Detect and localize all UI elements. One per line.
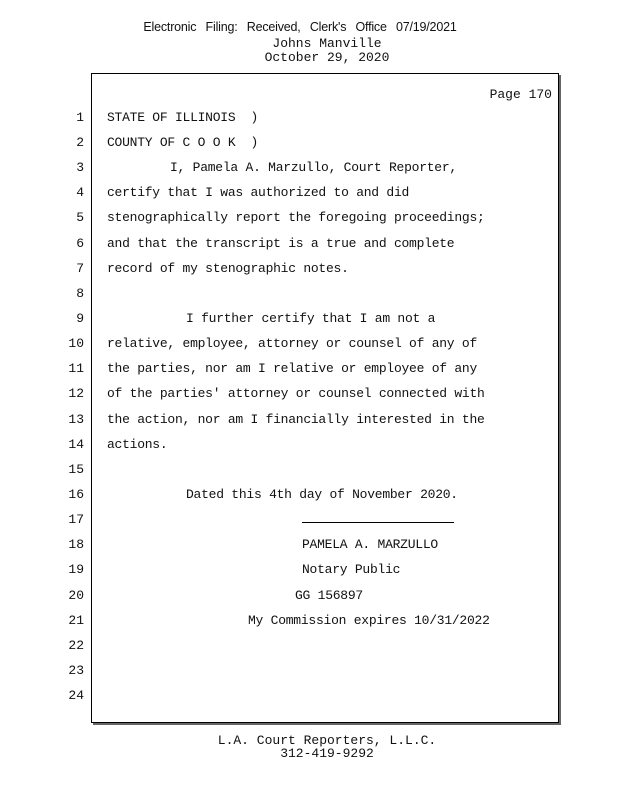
transcript-line: I, Pamela A. Marzullo, Court Reporter,	[170, 160, 457, 175]
transcript-date: October 29, 2020	[264, 50, 390, 65]
transcript-line: stenographically report the foregoing proceedings;	[107, 210, 485, 225]
line-number: 19	[68, 562, 84, 577]
transcript-line: STATE OF ILLINOIS )	[107, 110, 259, 125]
transcript-line: actions.	[107, 437, 168, 452]
transcript-line: and that the transcript is a true and complete	[107, 236, 455, 251]
line-number: 1	[76, 110, 84, 125]
line-number: 12	[68, 386, 84, 401]
signature-line	[302, 522, 454, 523]
transcript-line: certify that I was authorized to and did	[107, 185, 410, 200]
transcript-line: PAMELA A. MARZULLO	[302, 537, 438, 552]
filing-stamp: Electronic Filing: Received, Clerk's Office 07/19/2021	[143, 20, 457, 34]
transcript-line: the parties, nor am I relative or employee of any	[107, 361, 478, 376]
reporter-phone: 312-419-9292	[280, 746, 374, 761]
line-number: 9	[76, 311, 84, 326]
transcript-line: GG 156897	[295, 588, 363, 603]
transcript-line: relative, employee, attorney or counsel of any of	[107, 336, 478, 351]
line-number: 18	[68, 537, 84, 552]
line-number: 4	[76, 185, 84, 200]
transcript-line: of the parties' attorney or counsel connected with	[107, 386, 485, 401]
case-name: Johns Manville	[272, 36, 382, 51]
line-number: 14	[68, 437, 84, 452]
transcript-line: I further certify that I am not a	[186, 311, 436, 326]
line-number: 7	[76, 261, 84, 276]
line-number: 16	[68, 487, 84, 502]
line-number: 8	[76, 286, 84, 301]
line-number: 5	[76, 210, 84, 225]
line-number: 21	[68, 613, 84, 628]
transcript-line: record of my stenographic notes.	[107, 261, 349, 276]
line-number: 17	[68, 512, 84, 527]
transcript-line: the action, nor am I financially interested in the	[107, 412, 485, 427]
line-number: 2	[76, 135, 84, 150]
line-number: 10	[68, 336, 84, 351]
line-number: 13	[68, 412, 84, 427]
line-number: 15	[68, 462, 84, 477]
transcript-line: COUNTY OF C O O K )	[107, 135, 259, 150]
line-number: 22	[68, 638, 84, 653]
line-number: 23	[68, 663, 84, 678]
line-number: 11	[68, 361, 84, 376]
transcript-line: My Commission expires 10/31/2022	[248, 613, 490, 628]
line-number: 3	[76, 160, 84, 175]
page-number: Page 170	[489, 87, 552, 102]
line-number: 24	[68, 688, 84, 703]
transcript-line: Notary Public	[302, 562, 401, 577]
reporter-company: L.A. Court Reporters, L.L.C.	[217, 733, 437, 748]
line-number: 20	[68, 588, 84, 603]
transcript-line: Dated this 4th day of November 2020.	[186, 487, 458, 502]
line-number: 6	[76, 236, 84, 251]
